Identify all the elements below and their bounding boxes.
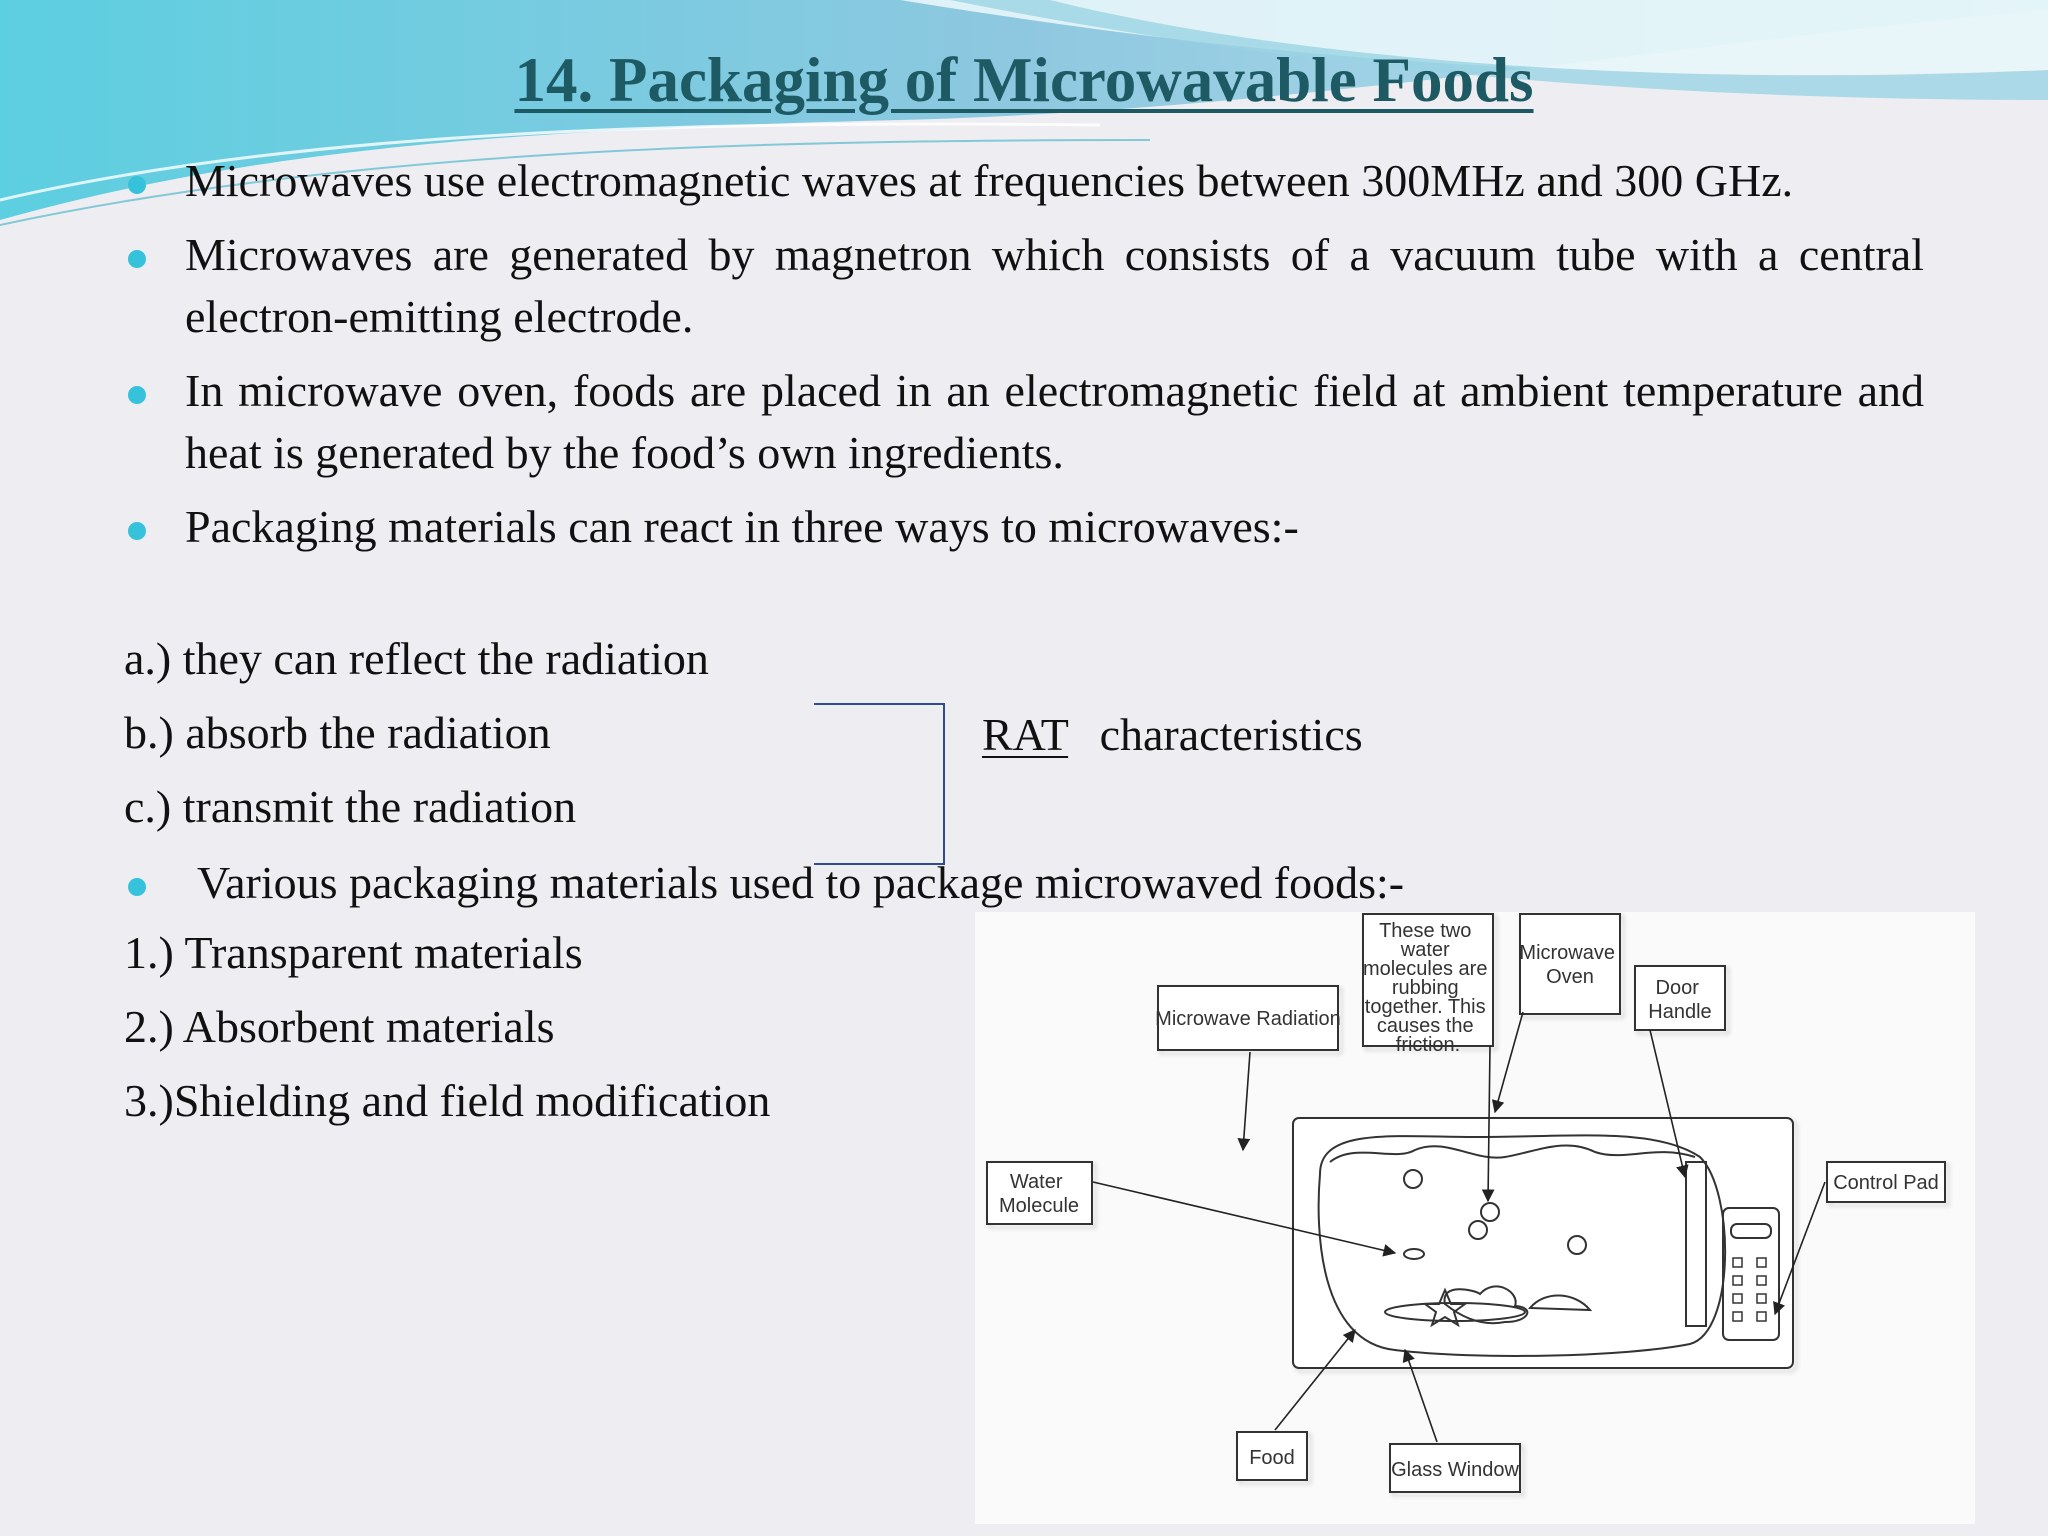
bullet-text: Packaging materials can react in three ways to microwaves:- xyxy=(185,501,1299,552)
reaction-absorb: b.) absorb the radiation xyxy=(124,707,551,758)
bullet-text: In microwave oven, foods are placed in an electromagnetic field at ambient temperature and heat is generated by the food’s own ingredients. xyxy=(185,365,1924,478)
label-glass-window: Glass Window xyxy=(1391,1459,1519,1481)
label-microwave-oven: Microwave Oven xyxy=(1519,942,1616,988)
bullet-dot-icon xyxy=(128,250,146,268)
label-friction-note: These two water molecules are rubbing together. This causes the friction. xyxy=(1362,920,1488,1056)
material-shielding: 3.)Shielding and field modification xyxy=(124,1075,771,1126)
label-control-pad: Control Pad xyxy=(1833,1172,1939,1194)
bullet-item xyxy=(122,150,1924,212)
slide-title: 14. Packaging of Microwavable Foods xyxy=(514,45,1534,115)
microwave-oven-diagram xyxy=(975,912,1975,1524)
bullet-item xyxy=(122,496,1924,558)
label-water-molecule: Water Molecule xyxy=(998,1171,1080,1217)
bullet-item xyxy=(122,224,1924,348)
rat-bracket xyxy=(812,700,962,870)
label-microwave-radiation: Microwave Radiation xyxy=(1155,1008,1341,1030)
materials-heading: Various packaging materials used to package microwaved foods:- xyxy=(197,857,1405,908)
bullet-dot-icon xyxy=(128,386,146,404)
rat-suffix: characteristics xyxy=(1099,709,1363,760)
label-door-handle: Door Handle xyxy=(1648,977,1712,1023)
bullet-dot-icon xyxy=(128,522,146,540)
bullet-list xyxy=(122,150,1924,558)
bullet-dot-icon xyxy=(128,176,146,194)
oven-body xyxy=(1293,1118,1793,1368)
label-box-microwave-oven xyxy=(1520,914,1620,1014)
reaction-transmit: c.) transmit the radiation xyxy=(124,781,577,832)
materials-heading-item xyxy=(122,852,1685,914)
bullet-text: Microwaves are generated by magnetron which consists of a vacuum tube with a central electron-emitting electrode. xyxy=(185,229,1924,342)
label-food: Food xyxy=(1249,1447,1295,1469)
reaction-reflect: a.) they can reflect the radiation xyxy=(124,633,709,684)
bullet-item xyxy=(122,360,1924,484)
bullet-text: Microwaves use electromagnetic waves at frequencies between 300MHz and 300 GHz. xyxy=(185,155,1794,206)
material-absorbent: 2.) Absorbent materials xyxy=(124,1001,555,1052)
material-transparent: 1.) Transparent materials xyxy=(124,927,583,978)
rat-label xyxy=(982,708,1363,761)
rat-word: RAT xyxy=(982,709,1069,760)
bullet-dot-icon xyxy=(128,878,146,896)
